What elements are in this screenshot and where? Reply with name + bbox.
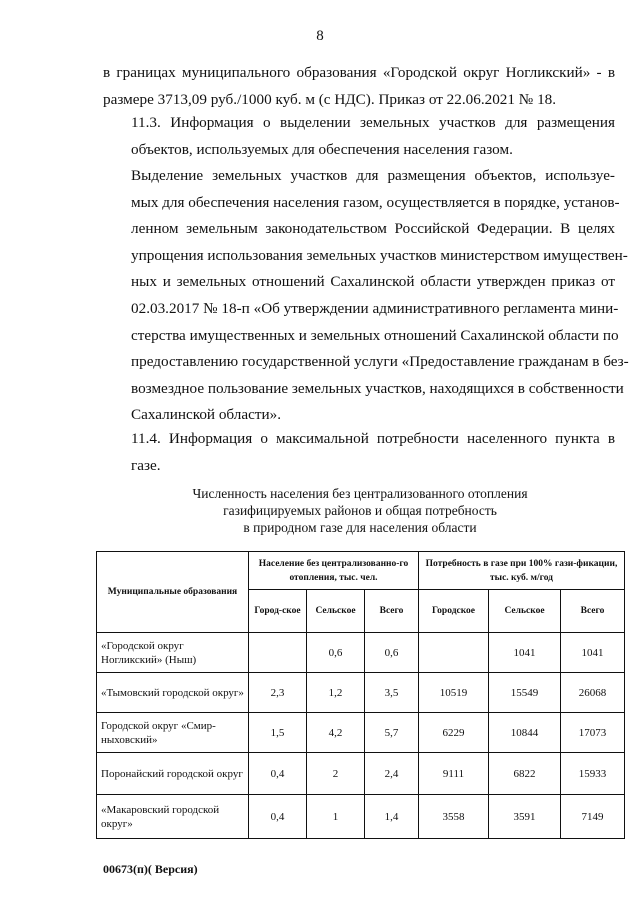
header-gas-rural: Сельское bbox=[489, 590, 561, 633]
cell-pop-rural: 1 bbox=[307, 795, 365, 839]
cell-municipality: Поронайский городской округ bbox=[97, 753, 249, 795]
cell-pop-city bbox=[249, 633, 307, 673]
cell-gas-total: 1041 bbox=[561, 633, 625, 673]
text-line: 02.03.2017 № 18-п «Об утверждении административного регламента мини- bbox=[131, 299, 619, 317]
text-line: в границах муниципального образования «Городской округ Ногликский» - в bbox=[103, 64, 615, 81]
cell-municipality: «Городской округ Ногликский» (Ныш) bbox=[97, 633, 249, 673]
paragraph-section-11-3 bbox=[103, 110, 615, 163]
caption-line: Численность населения без централизованного отопления bbox=[192, 486, 528, 501]
cell-pop-total: 1,4 bbox=[365, 795, 419, 839]
page-number: 8 bbox=[316, 28, 324, 44]
cell-pop-total: 3,5 bbox=[365, 673, 419, 713]
text-line: размере 3713,09 руб./1000 куб. м (с НДС). Приказ от 22.06.2021 № 18. bbox=[103, 90, 557, 108]
cell-gas-city: 6229 bbox=[419, 713, 489, 753]
cell-gas-total: 26068 bbox=[561, 673, 625, 713]
cell-municipality: Городской округ «Смир-ныховский» bbox=[97, 713, 249, 753]
cell-pop-city: 0,4 bbox=[249, 795, 307, 839]
cell-pop-rural: 4,2 bbox=[307, 713, 365, 753]
header-pop-rural: Сельское bbox=[307, 590, 365, 633]
header-gas-total: Всего bbox=[561, 590, 625, 633]
cell-gas-rural: 1041 bbox=[489, 633, 561, 673]
text-line: стерства имущественных и земельных отношений Сахалинской области по bbox=[131, 326, 619, 344]
cell-gas-total: 7149 bbox=[561, 795, 625, 839]
text-line: предоставлению государственной услуги «Предоставление гражданам в без- bbox=[131, 353, 629, 371]
text-line: возмездное пользование земельных участков, находящихся в собственности bbox=[131, 379, 624, 397]
cell-pop-rural: 1,2 bbox=[307, 673, 365, 713]
cell-municipality: «Макаровский городской округ» bbox=[97, 795, 249, 839]
header-population: Население без централизованно-го отопления, тыс. чел. bbox=[249, 552, 419, 590]
paragraph-land-allocation bbox=[103, 163, 629, 429]
paragraph-price bbox=[103, 60, 615, 113]
document-footer-code: 00673(п)( Версия) bbox=[103, 862, 198, 876]
cell-gas-total: 17073 bbox=[561, 713, 625, 753]
header-pop-city: Город-ское bbox=[249, 590, 307, 633]
text-line: Выделение земельных участков для размещения объектов, используе- bbox=[131, 167, 615, 184]
text-line: объектов, используемых для обеспечения населения газом. bbox=[131, 140, 513, 158]
text-line: упрощения использования земельных участков министерством имуществен- bbox=[131, 246, 628, 264]
header-pop-total: Всего bbox=[365, 590, 419, 633]
text-line: ных и земельных отношений Сахалинской области утвержден приказ от bbox=[131, 273, 615, 291]
paragraph-section-11-4 bbox=[103, 426, 615, 479]
cell-pop-city: 2,3 bbox=[249, 673, 307, 713]
cell-pop-rural: 0,6 bbox=[307, 633, 365, 673]
cell-pop-total: 0,6 bbox=[365, 633, 419, 673]
header-gas-city: Городское bbox=[419, 590, 489, 633]
gas-demand-table bbox=[96, 551, 625, 839]
cell-municipality: «Тымовский городской округ» bbox=[97, 673, 249, 713]
cell-gas-city: 10519 bbox=[419, 673, 489, 713]
caption-line: газифицируемых районов и общая потребность bbox=[223, 503, 497, 518]
cell-gas-city: 9111 bbox=[419, 753, 489, 795]
table-row bbox=[97, 713, 625, 753]
cell-pop-total: 5,7 bbox=[365, 713, 419, 753]
text-line: газе. bbox=[131, 456, 161, 474]
cell-pop-city: 1,5 bbox=[249, 713, 307, 753]
text-line: 11.3. Информация о выделении земельных участков для размещения bbox=[131, 114, 615, 131]
cell-gas-city bbox=[419, 633, 489, 673]
cell-gas-rural: 3591 bbox=[489, 795, 561, 839]
header-municipal: Муниципальные образования bbox=[97, 552, 249, 633]
header-demand: Потребность в газе при 100% гази-фикации, тыс. куб. м/год bbox=[419, 552, 625, 590]
text-line: ленном земельным законодательством Российской Федерации. В целях bbox=[131, 220, 615, 238]
table-caption bbox=[100, 485, 620, 536]
text-line: Сахалинской области». bbox=[131, 406, 281, 424]
cell-gas-rural: 15549 bbox=[489, 673, 561, 713]
table-row bbox=[97, 753, 625, 795]
text-line: 11.4. Информация о максимальной потребности населенного пункта в bbox=[131, 430, 615, 447]
table-row bbox=[97, 633, 625, 673]
cell-pop-city: 0,4 bbox=[249, 753, 307, 795]
table-row bbox=[97, 673, 625, 713]
cell-gas-rural: 10844 bbox=[489, 713, 561, 753]
cell-pop-total: 2,4 bbox=[365, 753, 419, 795]
text-line: мых для обеспечения населения газом, осуществляется в порядке, установ- bbox=[131, 193, 620, 211]
caption-line: в природном газе для населения области bbox=[243, 520, 477, 535]
table-row bbox=[97, 795, 625, 839]
cell-gas-rural: 6822 bbox=[489, 753, 561, 795]
cell-pop-rural: 2 bbox=[307, 753, 365, 795]
cell-gas-total: 15933 bbox=[561, 753, 625, 795]
cell-gas-city: 3558 bbox=[419, 795, 489, 839]
